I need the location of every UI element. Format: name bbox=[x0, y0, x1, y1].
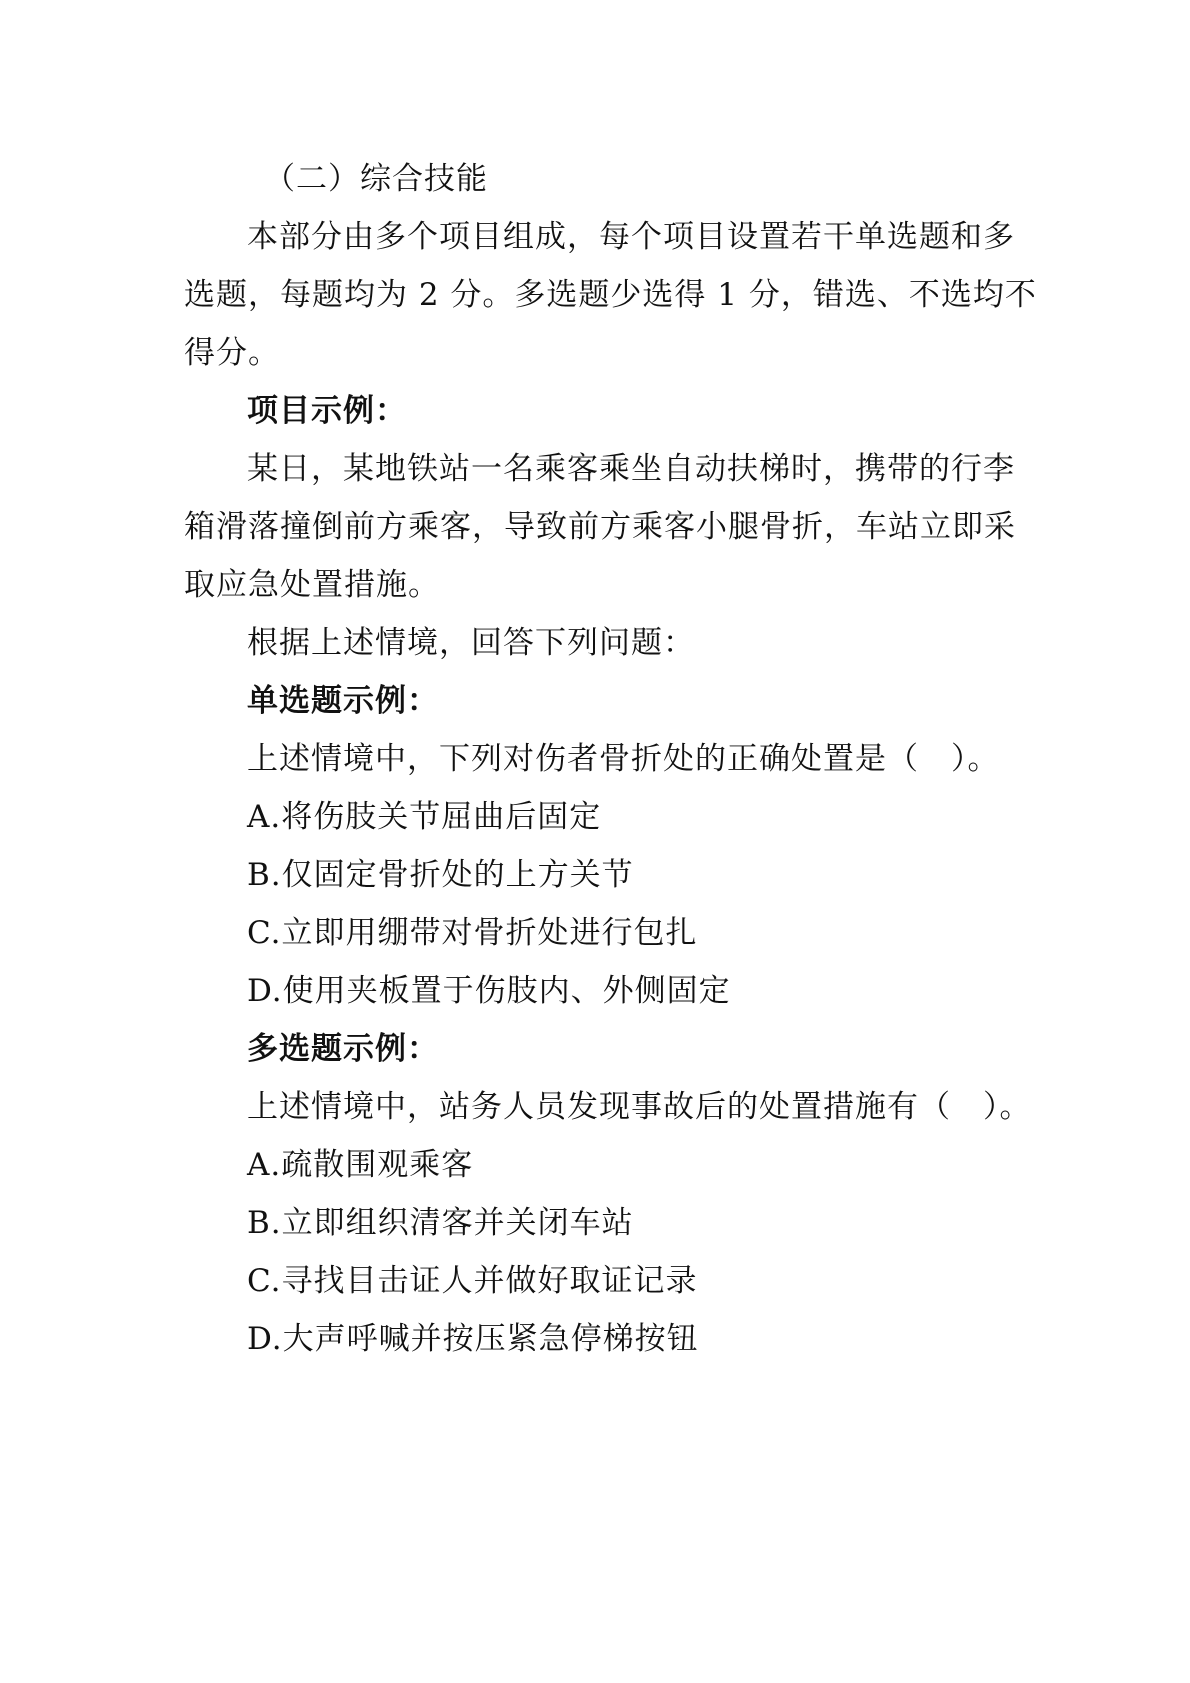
intro-line-2: 选题，每题均为 2 分。多选题少选得 1 分，错选、不选均不 bbox=[184, 277, 1037, 313]
intro-line-3: 得分。 bbox=[184, 335, 280, 371]
multiple-choice-label: 多选题示例： bbox=[247, 1031, 439, 1067]
multiple-choice-option-d: D.大声呼喊并按压紧急停梯按钮 bbox=[247, 1321, 699, 1357]
question-prompt: 根据上述情境，回答下列问题： bbox=[247, 625, 695, 661]
section-heading: （二）综合技能 bbox=[264, 161, 488, 197]
intro-line-1: 本部分由多个项目组成，每个项目设置若干单选题和多 bbox=[247, 219, 1015, 255]
multiple-choice-option-a: A.疏散围观乘客 bbox=[247, 1147, 474, 1183]
single-choice-option-c: C.立即用绷带对骨折处进行包扎 bbox=[247, 915, 698, 951]
single-choice-option-b: B.仅固定骨折处的上方关节 bbox=[247, 857, 634, 893]
example-label: 项目示例： bbox=[247, 393, 407, 429]
multiple-choice-option-c: C.寻找目击证人并做好取证记录 bbox=[247, 1263, 698, 1299]
scenario-line-1: 某日，某地铁站一名乘客乘坐自动扶梯时，携带的行李 bbox=[247, 451, 1015, 487]
scenario-line-2: 箱滑落撞倒前方乘客，导致前方乘客小腿骨折，车站立即采 bbox=[184, 509, 1016, 545]
multiple-choice-question: 上述情境中，站务人员发现事故后的处置措施有（ ）。 bbox=[247, 1089, 1032, 1125]
single-choice-option-d: D.使用夹板置于伤肢内、外侧固定 bbox=[247, 973, 731, 1009]
multiple-choice-option-b: B.立即组织清客并关闭车站 bbox=[247, 1205, 634, 1241]
single-choice-label: 单选题示例： bbox=[247, 683, 439, 719]
scenario-line-3: 取应急处置措施。 bbox=[184, 567, 440, 603]
single-choice-question: 上述情境中，下列对伤者骨折处的正确处置是（ ）。 bbox=[247, 741, 1000, 777]
document-body bbox=[184, 150, 1037, 1368]
single-choice-option-a: A.将伤肢关节屈曲后固定 bbox=[247, 799, 602, 835]
